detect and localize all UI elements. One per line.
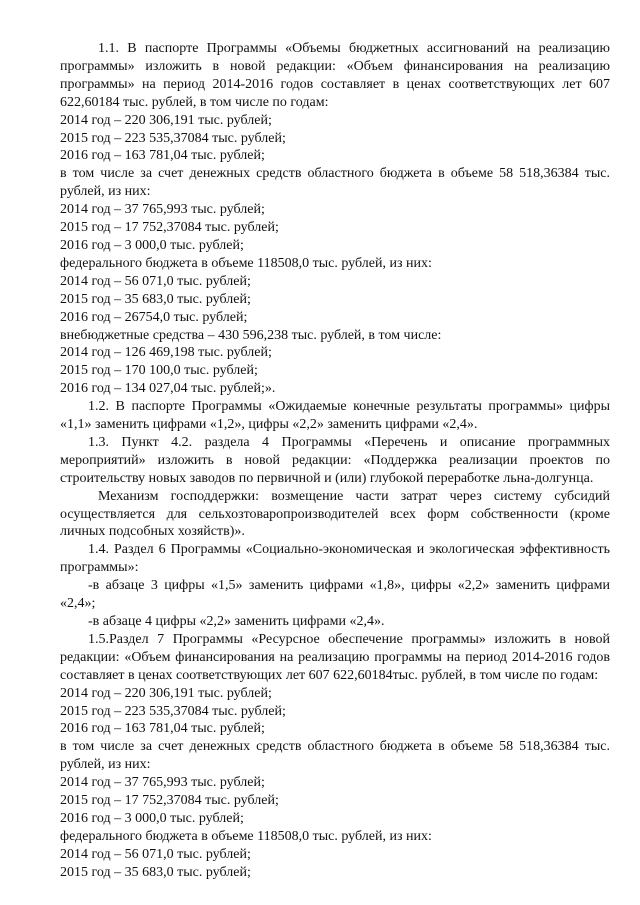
paragraph-1-4-b: -в абзаце 4 цифры «2,2» заменить цифрами «2,4».	[88, 614, 385, 629]
paragraph-1-4-a: -в абзаце 3 цифры «1,5» заменить цифрами «1,8», цифры «2,2» заменить цифрами «2,4»;	[60, 578, 610, 612]
line-extra-2015: 2015 год – 170 100,0 тыс. рублей;	[60, 363, 258, 379]
paragraph-1-4: 1.4. Раздел 6 Программы «Социально-экономическая и экологическая эффективность программы»:	[60, 542, 610, 576]
line-federal-budget: федерального бюджета в объеме 118508,0 тыс. рублей, из них:	[60, 255, 432, 271]
line-regional-2014: 2014 год – 37 765,993 тыс. рублей;	[60, 202, 265, 218]
line-regional-budget: в том числе за счет денежных средств областного бюджета в объеме 58 518,36384 тыс. рублей, из них:	[60, 166, 610, 200]
line-federal-2015: 2015 год – 35 683,0 тыс. рублей;	[60, 291, 251, 307]
line-total-2014: 2014 год – 220 306,191 тыс. рублей;	[60, 112, 272, 128]
line-regional-2016-b: 2016 год – 3 000,0 тыс. рублей;	[60, 810, 244, 826]
line-total-2016-b: 2016 год – 163 781,04 тыс. рублей;	[60, 721, 265, 737]
line-extra-budget: внебюджетные средства – 430 596,238 тыс. рублей, в том числе:	[60, 327, 442, 343]
line-total-2015-b: 2015 год – 223 535,37084 тыс. рублей;	[60, 703, 286, 719]
paragraph-1-5: 1.5.Раздел 7 Программы «Ресурсное обеспечение программы» изложить в новой редакции: «Объем финансирования на реализацию программы на период 2014-2016 годов составляет в ценах соответствующих лет 607 622,60184тыс. рублей, в том числе по годам:	[60, 631, 610, 683]
line-extra-2016: 2016 год – 134 027,04 тыс. рублей;».	[60, 381, 276, 397]
paragraph-1-2: 1.2. В паспорте Программы «Ожидаемые конечные результаты программы» цифры «1,1» заменить цифрами «1,2», цифры «2,2» заменить цифрами «2,4».	[60, 399, 610, 433]
line-federal-2014-b: 2014 год – 56 071,0 тыс. рублей;	[60, 846, 251, 862]
line-regional-2016: 2016 год – 3 000,0 тыс. рублей;	[60, 237, 244, 253]
line-total-2015: 2015 год – 223 535,37084 тыс. рублей;	[60, 130, 286, 146]
line-federal-budget-b: федерального бюджета в объеме 118508,0 тыс. рублей, из них:	[60, 828, 432, 844]
paragraph-1-1: 1.1. В паспорте Программы «Объемы бюджетных ассигнований на реализацию программы» изложить в новой редакции: «Объем финансирования на реализацию программы» на период 2014-2016 годов составляет в ценах соответствующих лет 607 622,60184 тыс. рублей, в том числе по годам:	[60, 41, 610, 110]
line-regional-2015-b: 2015 год – 17 752,37084 тыс. рублей;	[60, 793, 279, 809]
line-federal-2015-b: 2015 год – 35 683,0 тыс. рублей;	[60, 864, 251, 880]
document-page	[60, 40, 610, 882]
paragraph-1-3: 1.3. Пункт 4.2. раздела 4 Программы «Перечень и описание программных мероприятий» изложить в новой редакции: «Поддержка реализации проектов по строительству новых заводов по первичной и (или) глубокой переработке льна-долгунца.	[60, 434, 610, 486]
line-federal-2014: 2014 год – 56 071,0 тыс. рублей;	[60, 273, 251, 289]
line-total-2014-b: 2014 год – 220 306,191 тыс. рублей;	[60, 685, 272, 701]
paragraph-mechanism: Механизм господдержки: возмещение части затрат через систему субсидий осуществляется для сельхозтоваропроизводителей всех форм собственности (кроме личных подсобных хозяйств)».	[60, 488, 610, 540]
line-total-2016: 2016 год – 163 781,04 тыс. рублей;	[60, 148, 265, 164]
line-regional-2014-b: 2014 год – 37 765,993 тыс. рублей;	[60, 775, 265, 791]
line-regional-budget-b: в том числе за счет денежных средств областного бюджета в объеме 58 518,36384 тыс. рублей, из них:	[60, 739, 610, 773]
line-regional-2015: 2015 год – 17 752,37084 тыс. рублей;	[60, 220, 279, 236]
line-federal-2016: 2016 год – 26754,0 тыс. рублей;	[60, 309, 248, 325]
line-extra-2014: 2014 год – 126 469,198 тыс. рублей;	[60, 345, 272, 361]
